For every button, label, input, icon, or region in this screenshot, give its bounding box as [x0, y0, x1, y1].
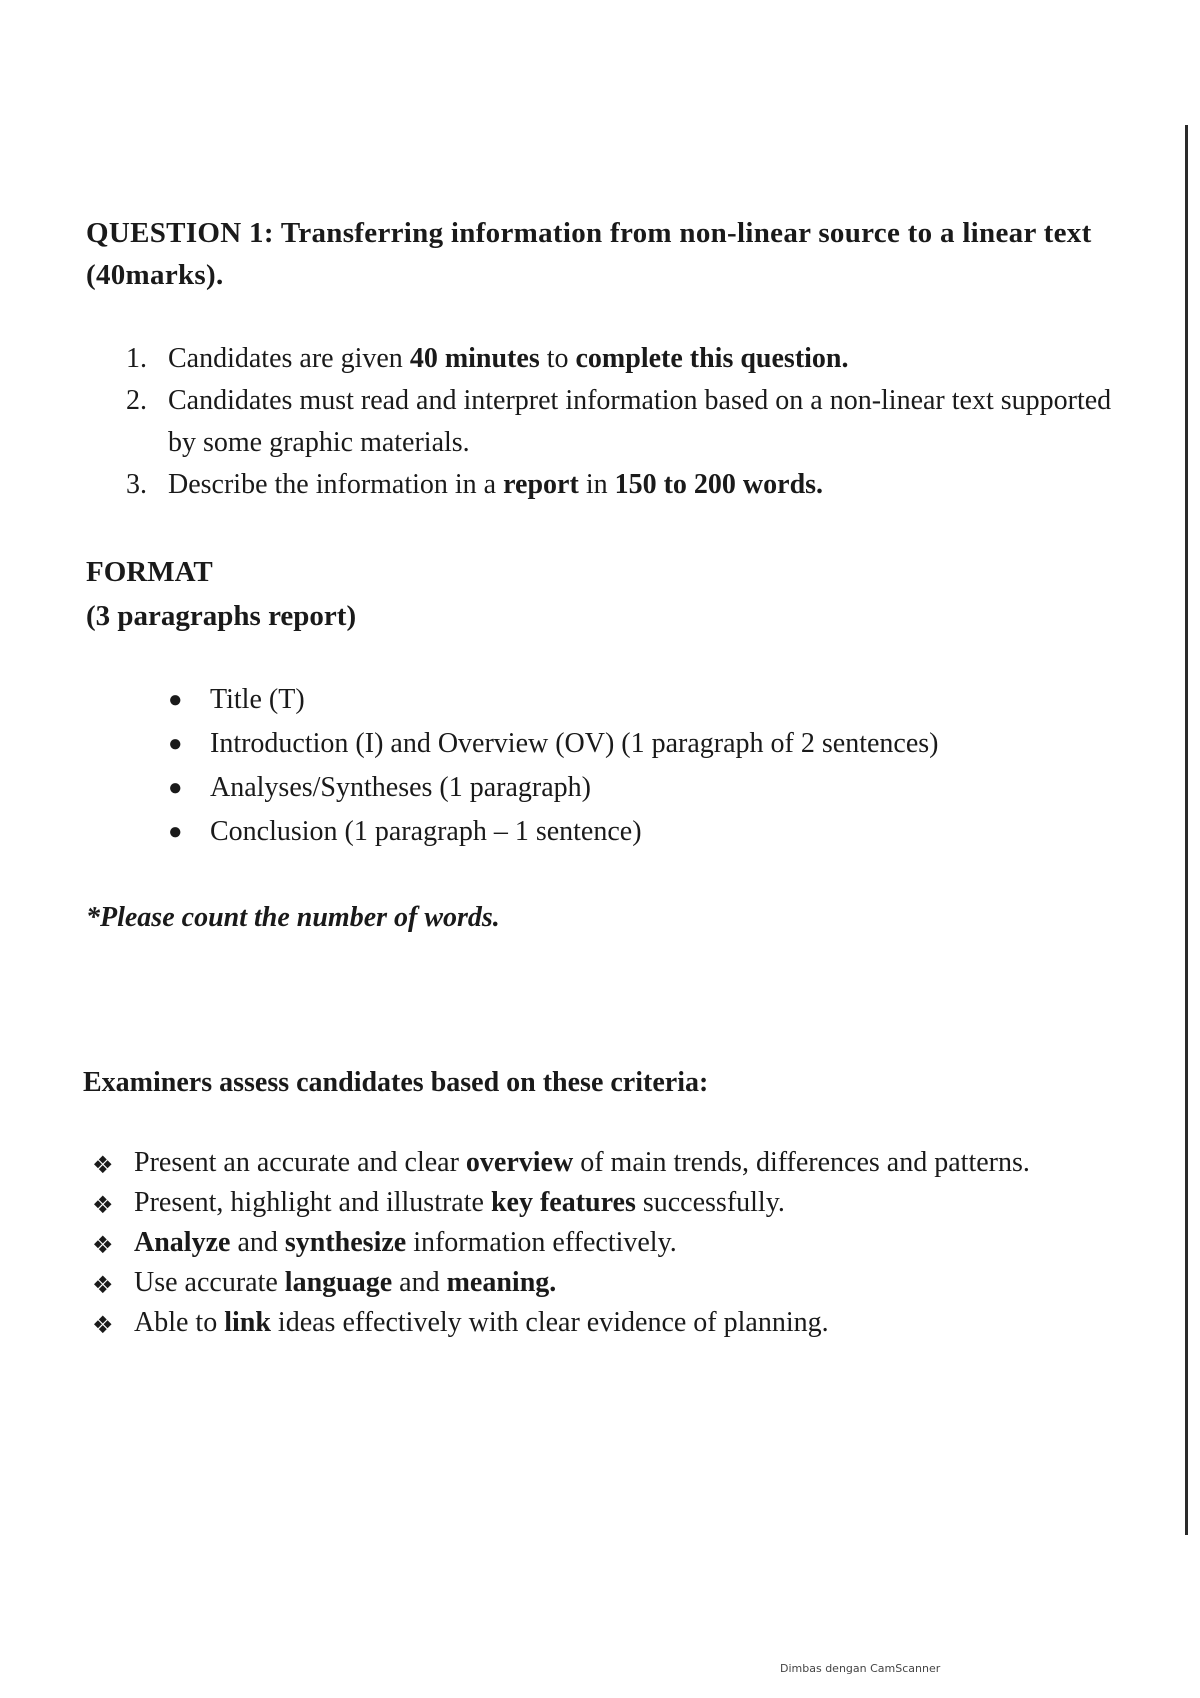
text-segment: and — [392, 1267, 447, 1298]
bold-text: 40 minutes — [409, 343, 540, 374]
word-count-note: *Please count the number of words. — [86, 902, 500, 933]
format-item-label: Analyses/Syntheses (1 paragraph) — [210, 772, 592, 803]
four-diamond-icon: ❖ — [92, 1231, 114, 1259]
format-item — [168, 678, 1088, 722]
bold-text: key features — [490, 1187, 636, 1218]
bold-text: 150 to 200 words. — [614, 469, 824, 500]
criteria-item — [92, 1143, 1072, 1183]
instruction-number: 1. — [126, 343, 147, 374]
format-subtitle: (3 paragraphs report) — [86, 600, 357, 632]
bold-text: report — [503, 469, 579, 500]
bold-text: synthesize — [284, 1227, 407, 1258]
instruction-number: 3. — [126, 469, 147, 500]
criteria-item — [92, 1183, 1072, 1223]
text-segment: and — [230, 1227, 285, 1258]
text-segment: to — [539, 343, 576, 374]
criteria-item — [92, 1263, 1072, 1303]
format-item-label: Introduction (I) and Overview (OV) (1 paragraph of 2 sentences) — [210, 728, 939, 759]
text-segment: Candidates must read and interpret information based on a non-linear text supported by some graphic materials. — [168, 385, 1112, 458]
scanner-watermark: Dimbas dengan CamScanner — [780, 1662, 941, 1675]
format-item-label: Conclusion (1 paragraph – 1 sentence) — [210, 816, 642, 847]
text-segment: ideas effectively with clear evidence of planning. — [270, 1307, 829, 1338]
format-item-label: Title (T) — [210, 684, 305, 715]
text-segment: Present, highlight and illustrate — [134, 1187, 491, 1218]
question-heading: QUESTION 1: Transferring information from non-linear source to a linear text (40marks). — [86, 217, 1092, 291]
bullet-dot-icon: ● — [168, 775, 183, 801]
format-item — [168, 766, 1088, 810]
text-segment: Use accurate — [134, 1267, 285, 1298]
bold-text: language — [284, 1267, 393, 1298]
instruction-item — [118, 380, 1128, 464]
bold-text: overview — [465, 1147, 574, 1178]
four-diamond-icon: ❖ — [92, 1271, 114, 1299]
format-item — [168, 722, 1088, 766]
text-segment: of main trends, differences and patterns. — [573, 1147, 1030, 1178]
format-list — [168, 678, 1088, 854]
bold-text: complete this question. — [575, 343, 849, 374]
text-segment: information effectively. — [406, 1227, 677, 1258]
text-segment: Present an accurate and clear — [134, 1147, 466, 1178]
four-diamond-icon: ❖ — [92, 1191, 114, 1219]
instruction-number: 2. — [126, 385, 147, 416]
format-title: FORMAT — [86, 556, 213, 588]
criteria-item — [92, 1223, 1072, 1263]
text-segment: in — [578, 469, 615, 500]
bold-text: Analyze — [134, 1227, 231, 1258]
text-segment: successfully. — [635, 1187, 785, 1218]
bullet-dot-icon: ● — [168, 687, 183, 713]
four-diamond-icon: ❖ — [92, 1151, 114, 1179]
bold-text: link — [224, 1307, 271, 1338]
criteria-item — [92, 1303, 1072, 1343]
scan-edge-line — [1185, 125, 1188, 1535]
four-diamond-icon: ❖ — [92, 1311, 114, 1339]
bold-text: meaning. — [446, 1267, 557, 1298]
bullet-dot-icon: ● — [168, 819, 183, 845]
format-item — [168, 810, 1088, 854]
text-segment: Able to — [134, 1307, 225, 1338]
instructions-list — [118, 338, 1128, 506]
instruction-item — [118, 338, 1128, 380]
bullet-dot-icon: ● — [168, 731, 183, 757]
criteria-heading: Examiners assess candidates based on these criteria: — [83, 1067, 709, 1098]
text-segment: Candidates are given — [168, 343, 410, 374]
text-segment: Describe the information in a — [168, 469, 504, 500]
instruction-item — [118, 464, 1128, 506]
criteria-list — [92, 1143, 1072, 1343]
